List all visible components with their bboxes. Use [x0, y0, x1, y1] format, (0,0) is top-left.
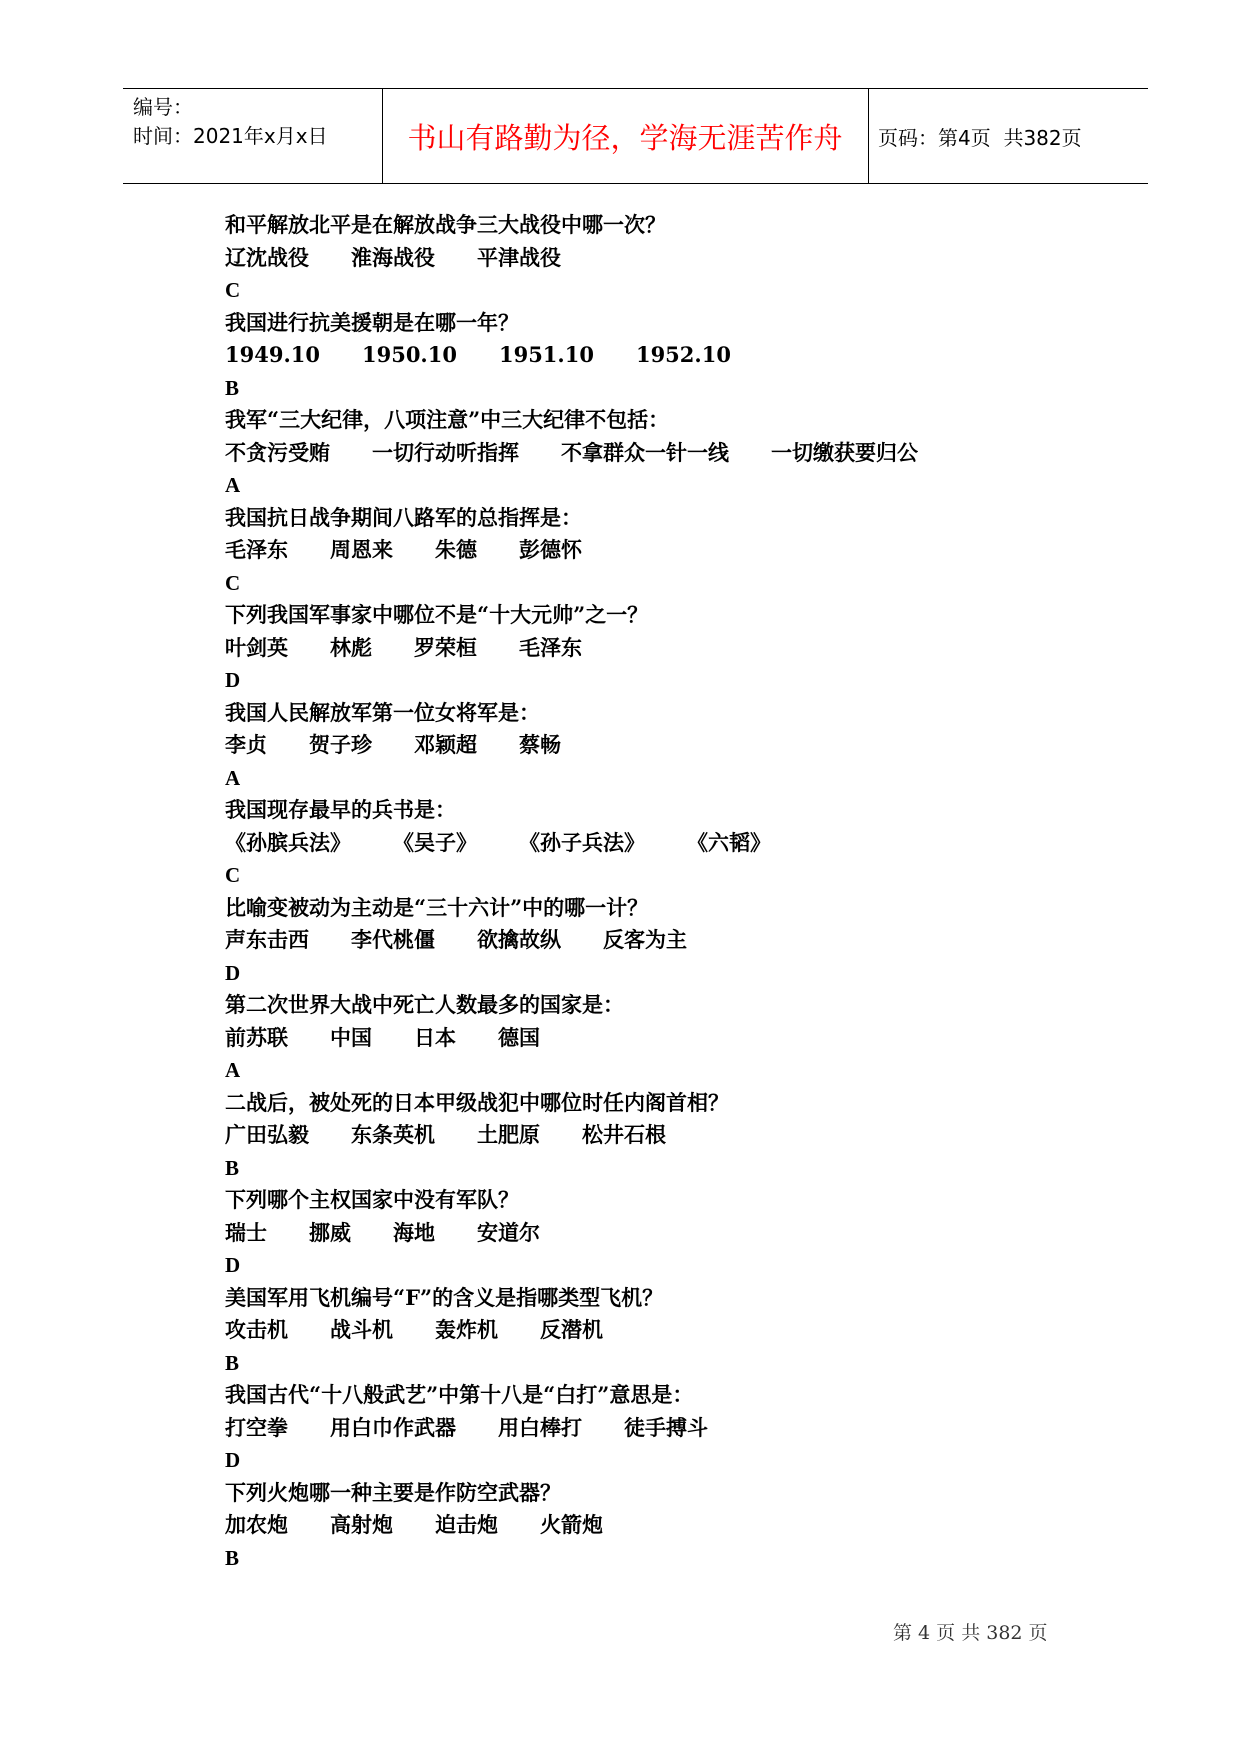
option-item: 德国: [498, 1024, 540, 1050]
option-item: 一切行动听指挥: [372, 439, 519, 465]
option-item: 淮海战役: [351, 244, 435, 270]
option-item: 《六韬》: [687, 829, 771, 855]
option-item: 周恩来: [330, 537, 393, 562]
answer-letter: A: [225, 473, 241, 497]
option-item: 松井石根: [582, 1122, 666, 1147]
time-label: 时间：2021年x月x日: [133, 124, 328, 148]
option-item: 战斗机: [330, 1317, 393, 1342]
answer-letter: B: [225, 1545, 240, 1570]
question-options: [225, 729, 1105, 762]
option-item: 欲擒故纵: [477, 927, 561, 952]
option-item: 毛泽东: [519, 634, 582, 660]
header-divider: [868, 89, 869, 183]
option-item: 《孙膑兵法》: [225, 829, 351, 855]
question-options: [225, 437, 1105, 470]
option-item: 打空拳: [225, 1414, 288, 1440]
option-item: 日本: [414, 1024, 456, 1050]
option-item: 反潜机: [540, 1317, 603, 1342]
option-item: 蔡畅: [519, 732, 561, 757]
option-item: 1951.10: [498, 342, 594, 367]
question-options: [225, 1119, 1105, 1152]
question-options: [225, 924, 1105, 957]
question-options: [225, 534, 1105, 567]
header-motto: 书山有路勤为径，学海无涯苦作舟: [407, 120, 843, 155]
option-item: 1950.10: [361, 342, 457, 367]
question-text: 我军“三大纪律，八项注意”中三大纪律不包括：: [225, 407, 670, 432]
option-item: 叶剑英: [225, 634, 288, 660]
option-item: 辽沈战役: [225, 244, 309, 270]
option-item: 东条英机: [351, 1122, 435, 1147]
option-item: 迫击炮: [435, 1512, 498, 1537]
option-item: 徒手搏斗: [624, 1414, 708, 1440]
option-item: 加农炮: [225, 1512, 288, 1537]
answer-letter: C: [225, 863, 241, 887]
option-item: 安道尔: [477, 1219, 540, 1245]
answer-letter: A: [225, 1058, 241, 1082]
option-item: 朱德: [435, 537, 477, 562]
option-item: 1952.10: [635, 342, 731, 367]
question-text: 我国现存最早的兵书是：: [225, 797, 456, 822]
option-item: 前苏联: [225, 1024, 288, 1050]
question-text: 美国军用飞机编号“F”的含义是指哪类型飞机？: [225, 1284, 664, 1310]
question-text: 和平解放北平是在解放战争三大战役中哪一次？: [225, 212, 666, 237]
answer-letter: D: [225, 960, 241, 985]
question-text: 下列我国军事家中哪位不是“十大元帅”之一？: [225, 602, 649, 627]
header-meta: [133, 93, 328, 151]
question-text: 我国抗日战争期间八路军的总指挥是：: [225, 504, 582, 530]
option-item: 罗荣桓: [414, 634, 477, 660]
page-header: [123, 88, 1148, 184]
answer-letter: C: [225, 278, 241, 302]
question-options: [225, 242, 1105, 275]
number-label: 编号：: [133, 95, 193, 119]
option-item: 高射炮: [330, 1512, 393, 1537]
answer-letter: B: [225, 375, 240, 400]
option-item: 《孙子兵法》: [519, 829, 645, 855]
question-options: [225, 1022, 1105, 1055]
question-options: [225, 339, 1105, 372]
question-options: [225, 632, 1105, 665]
answer-letter: C: [225, 570, 241, 595]
option-item: 反客为主: [603, 927, 687, 952]
option-item: 《吴子》: [393, 829, 477, 855]
option-item: 中国: [330, 1024, 372, 1050]
option-item: 李代桃僵: [351, 927, 435, 952]
option-item: 贺子珍: [309, 732, 372, 757]
question-text: 比喻变被动为主动是“三十六计”中的哪一计？: [225, 894, 649, 920]
question-text: 二战后，被处死的日本甲级战犯中哪位时任内阁首相？: [225, 1089, 729, 1115]
answer-letter: D: [225, 1253, 241, 1277]
option-item: 土肥原: [477, 1122, 540, 1147]
question-options: [225, 1314, 1105, 1347]
option-item: 用白棒打: [498, 1414, 582, 1440]
option-item: 毛泽东: [225, 537, 288, 562]
option-item: 火箭炮: [540, 1512, 603, 1537]
page-footer: 第 4 页 共 382 页: [893, 1622, 1048, 1644]
question-list: [225, 209, 1105, 1574]
option-item: 不贪污受贿: [225, 439, 330, 465]
option-item: 挪威: [309, 1219, 351, 1245]
question-text: 我国人民解放军第一位女将军是：: [225, 699, 540, 725]
answer-letter: B: [225, 1155, 240, 1180]
option-item: 轰炸机: [435, 1317, 498, 1342]
answer-letter: D: [225, 668, 241, 692]
question-text: 我国进行抗美援朝是在哪一年？: [225, 309, 519, 335]
answer-letter: D: [225, 1448, 241, 1472]
option-item: 海地: [393, 1219, 435, 1245]
option-item: 彭德怀: [519, 537, 582, 562]
header-page-info: [878, 89, 1082, 183]
question-text: 下列哪个主权国家中没有军队？: [225, 1187, 519, 1212]
question-options: [225, 1217, 1105, 1250]
question-options: [225, 827, 1105, 860]
answer-letter: B: [225, 1350, 240, 1375]
page-info-label: 页码：第4页 共382页: [878, 125, 1082, 150]
option-item: 平津战役: [477, 244, 561, 270]
question-text: 我国古代“十八般武艺”中第十八是“白打”意思是：: [225, 1382, 694, 1407]
question-options: [225, 1509, 1105, 1542]
option-item: 一切缴获要归公: [771, 439, 918, 465]
option-item: 李贞: [225, 732, 267, 757]
option-item: 林彪: [330, 634, 372, 660]
option-item: 不拿群众一针一线: [561, 439, 729, 465]
option-item: 瑞士: [225, 1219, 267, 1245]
option-item: 声东击西: [225, 927, 309, 952]
option-item: 1949.10: [225, 342, 320, 367]
question-text: 第二次世界大战中死亡人数最多的国家是：: [225, 992, 624, 1017]
question-text: 下列火炮哪一种主要是作防空武器？: [225, 1479, 561, 1505]
option-item: 攻击机: [225, 1317, 288, 1342]
question-options: [225, 1412, 1105, 1445]
option-item: 广田弘毅: [225, 1122, 309, 1147]
option-item: 邓颖超: [414, 732, 477, 757]
answer-letter: A: [225, 765, 241, 790]
option-item: 用白巾作武器: [330, 1414, 456, 1440]
